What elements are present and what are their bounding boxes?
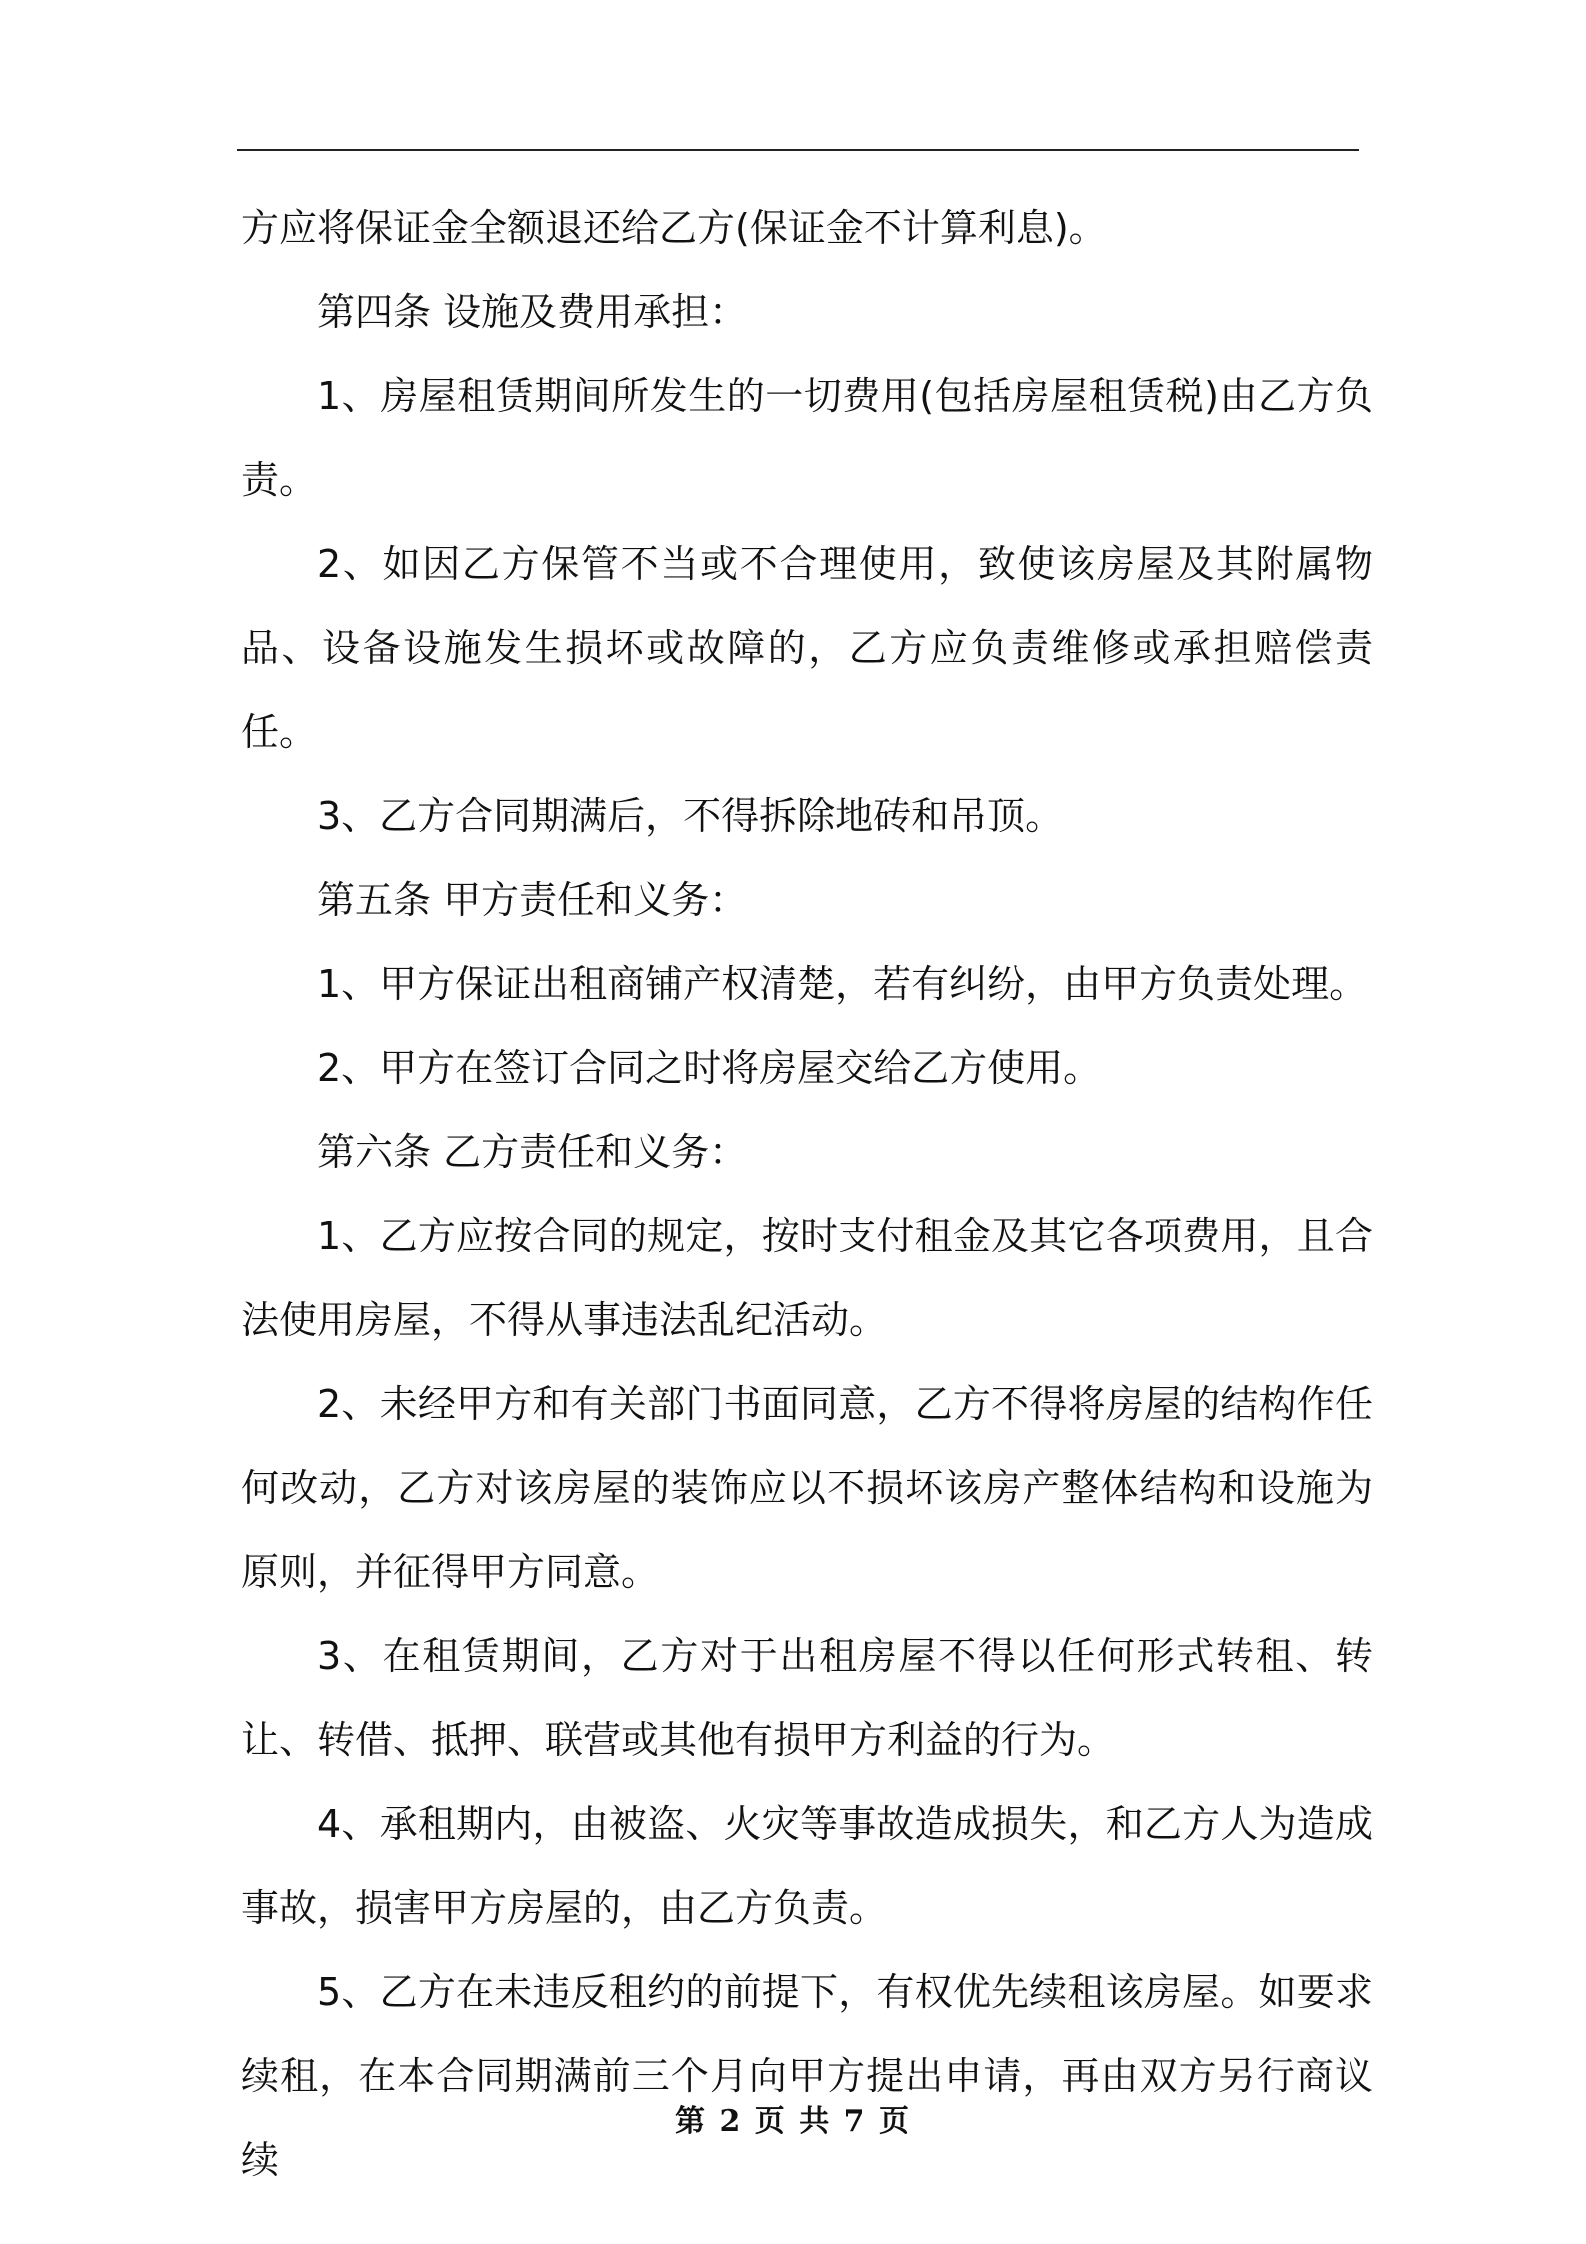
contract-body [241, 186, 1373, 2202]
article-4-item-3: 3、乙方合同期满后，不得拆除地砖和吊顶。 [317, 794, 1064, 838]
article-4-item-1: 1、房屋租赁期间所发生的一切费用(包括房屋租赁税)由乙方负责。 [241, 374, 1373, 502]
article-6-item-5: 5、乙方在未违反租约的前提下，有权优先续租该房屋。如要求续租，在本合同期满前三个月向甲方提出申请，再由双方另行商议续 [241, 1970, 1373, 2182]
page-number-footer: 第 2 页 共 7 页 [675, 2104, 911, 2139]
article-5-item-2: 2、甲方在签订合同之时将房屋交给乙方使用。 [317, 1046, 1102, 1090]
article-6-heading: 第六条 乙方责任和义务： [317, 1130, 748, 1174]
article-4-item-2: 2、如因乙方保管不当或不合理使用，致使该房屋及其附属物品、设备设施发生损坏或故障的，乙方应负责维修或承担赔偿责任。 [241, 542, 1373, 754]
header-rule [237, 149, 1359, 151]
article-6-item-4: 4、承租期内，由被盗、火灾等事故造成损失，和乙方人为造成事故，损害甲方房屋的，由乙方负责。 [241, 1802, 1373, 1930]
article-6-item-3: 3、在租赁期间，乙方对于出租房屋不得以任何形式转租、转让、转借、抵押、联营或其他有损甲方利益的行为。 [241, 1634, 1373, 1762]
article-5-heading: 第五条 甲方责任和义务： [317, 878, 748, 922]
paragraph-continuation: 方应将保证金全额退还给乙方(保证金不计算利息)。 [241, 206, 1107, 250]
article-5-item-1: 1、甲方保证出租商铺产权清楚，若有纠纷，由甲方负责处理。 [317, 962, 1368, 1006]
article-6-item-2: 2、未经甲方和有关部门书面同意，乙方不得将房屋的结构作任何改动，乙方对该房屋的装饰应以不损坏该房产整体结构和设施为原则，并征得甲方同意。 [241, 1382, 1373, 1594]
article-6-item-1: 1、乙方应按合同的规定，按时支付租金及其它各项费用，且合法使用房屋，不得从事违法乱纪活动。 [241, 1214, 1373, 1342]
article-4-heading: 第四条 设施及费用承担： [317, 290, 748, 334]
